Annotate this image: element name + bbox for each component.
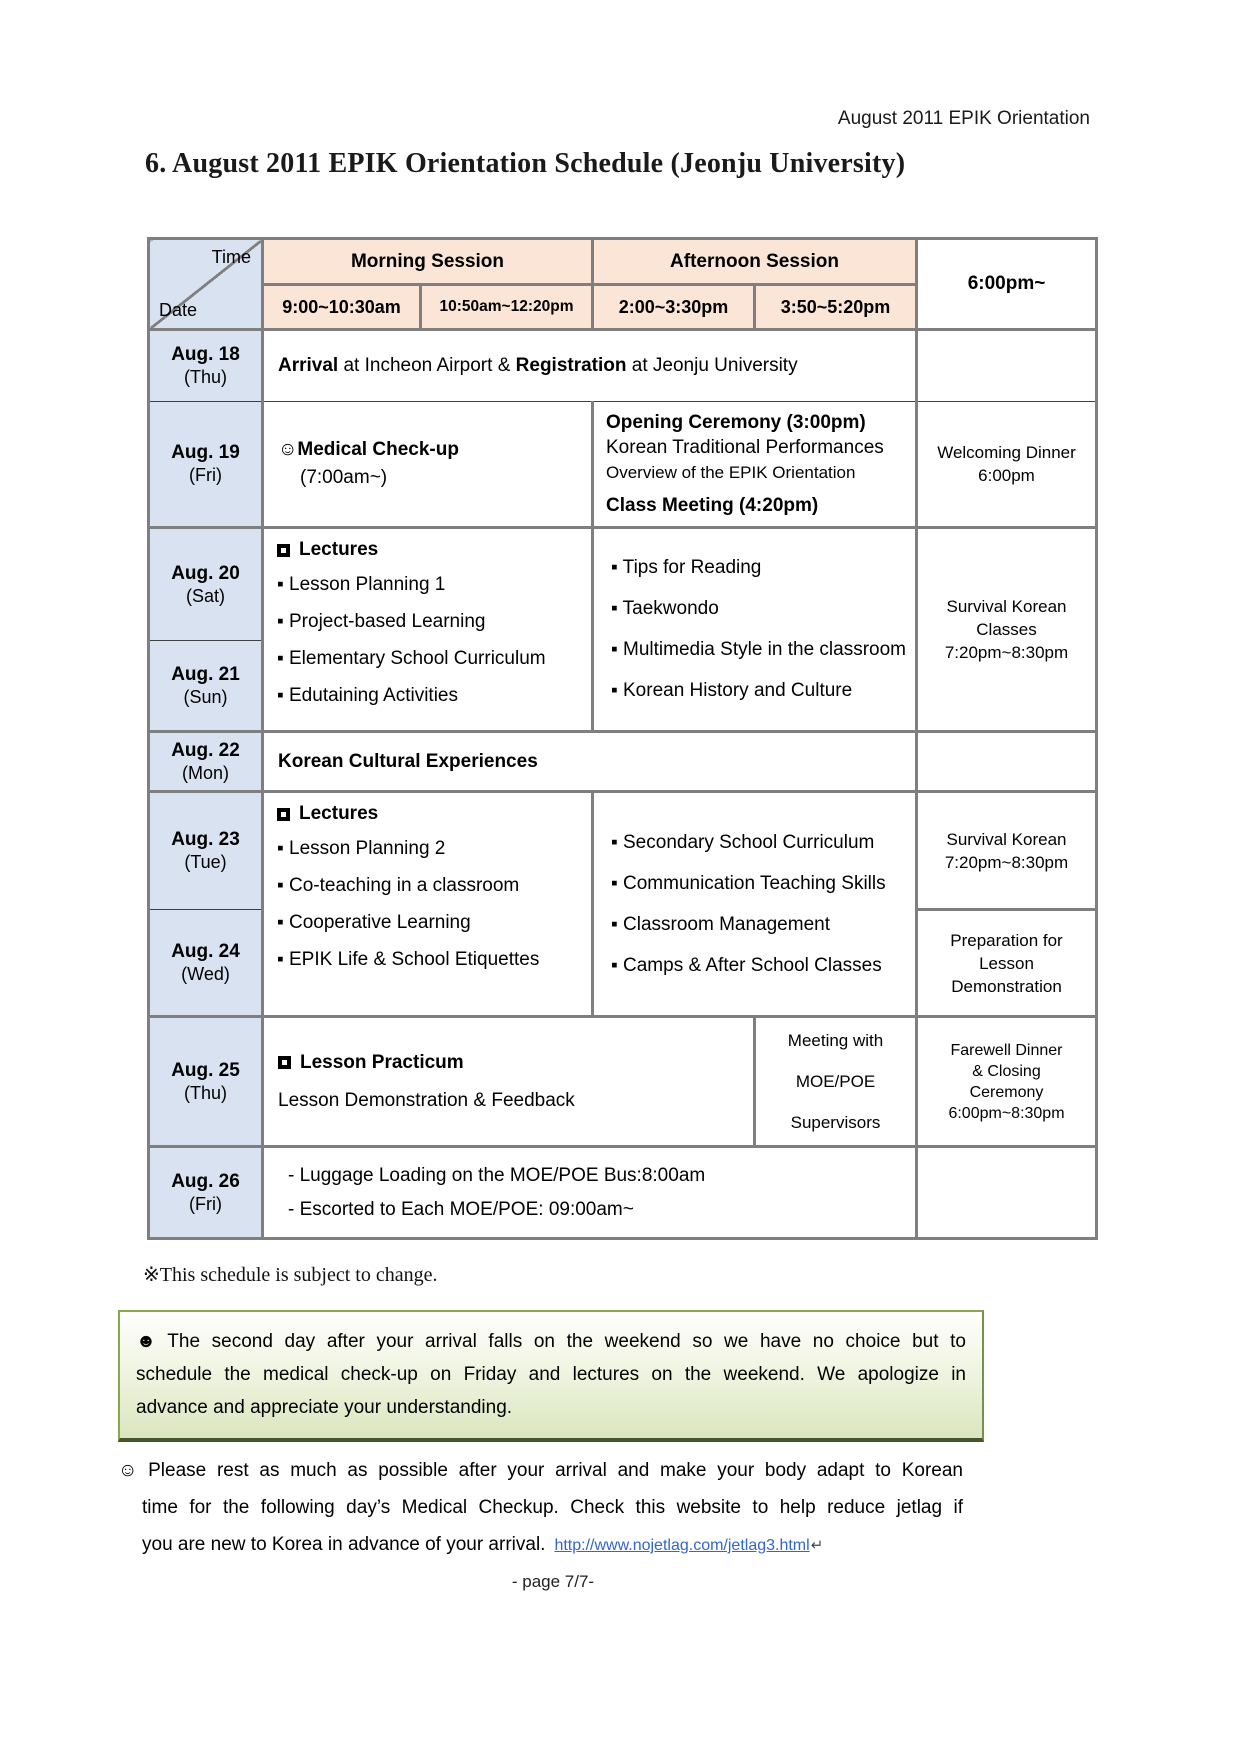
survival-korean-classes: Classes [976,620,1037,639]
time-axis-label: Time [211,247,251,267]
cell-aug26-evening-empty [917,1147,1097,1239]
cell-aug2021-evening [917,528,1097,732]
lecture-item: ▪ Communication Teaching Skills [611,872,886,894]
escorted-to-moe: - Escorted to Each MOE/POE: 09:00am~ [288,1198,634,1220]
cell-aug25-evening [917,1017,1097,1147]
time-slot-2: 10:50am~12:20pm [421,285,593,330]
weekday-text: (Sun) [183,686,228,707]
opening-ceremony: Opening Ceremony (3:00pm) [606,412,866,433]
lesson-prep: Lesson [979,953,1034,973]
welcoming-dinner-time: 6:00pm [978,466,1035,485]
cell-aug2021-morning [263,528,593,732]
cell-aug22-evening-empty [917,732,1097,792]
activity-item: ▪ Tips for Reading [611,557,762,578]
epik-overview: Overview of the EPIK Orientation [606,463,856,482]
survival-korean: Survival Korean [946,597,1067,616]
lesson-prep: Demonstration [951,976,1062,996]
practicum-heading: Lesson Practicum [300,1051,464,1073]
date-cell-aug25 [149,1017,263,1147]
nojetlag-link[interactable]: http://www.nojetlag.com/jetlag3.html [554,1537,810,1554]
farewell-dinner: Farewell Dinner [950,1041,1063,1059]
return-mark: ↵ [810,1537,824,1554]
weekday-text: (Tue) [184,852,227,872]
running-header: August 2011 EPIK Orientation [837,108,1090,129]
weekend-notice-box [118,1310,984,1442]
arrival-text: at Incheon Airport & [338,355,516,376]
lecture-item: ▪ Elementary School Curriculum [277,648,546,669]
lecture-item: ▪ Lesson Planning 2 [277,838,446,859]
date-text: Aug. 19 [171,442,240,463]
lecture-item: ▪ Edutaining Activities [277,685,459,706]
date-cell-aug18 [149,330,263,402]
cell-aug23-evening [917,792,1097,910]
notice-line: ☻ The second day after your arrival falls on the weekend so we have no choice but to [136,1331,966,1352]
farewell-dinner-time: 6:00pm~8:30pm [948,1104,1065,1122]
activity-item: ▪ Multimedia Style in the classroom [611,639,907,660]
cell-aug25-meeting [755,1017,917,1147]
moe-meeting: Meeting with [787,1031,884,1050]
farewell-dinner: & Closing [972,1062,1041,1080]
date-text: Aug. 25 [171,1059,240,1081]
practicum-sub: Lesson Demonstration & Feedback [278,1089,575,1111]
date-text: Aug. 23 [171,829,240,850]
registration-text: at Jeonju University [626,355,798,376]
class-meeting: Class Meeting (4:20pm) [606,495,819,516]
cell-aug2324-afternoon [593,792,917,1017]
lecture-item: ▪ Cooperative Learning [277,912,471,933]
rest-advice-line: you are new to Korea in advance of your arrival. [142,1534,546,1555]
time-slot-4: 3:50~5:20pm [755,285,917,330]
notice-line: advance and appreciate your understanding. [136,1397,513,1418]
survival-korean: Survival Korean [946,829,1067,849]
cell-aug2324-morning [263,792,593,1017]
date-cell-aug23 [149,792,263,910]
cell-aug25-practicum [263,1017,755,1147]
date-cell-aug21 [149,641,263,732]
cell-aug19-morning [263,402,593,528]
lecture-item: ▪ Project-based Learning [277,611,486,632]
practicum-bullet-icon [278,1056,291,1069]
lecture-item: ▪ Classroom Management [611,913,830,935]
medical-checkup-title: ☺Medical Check-up [278,439,459,460]
luggage-loading: - Luggage Loading on the MOE/POE Bus:8:00am [288,1164,706,1186]
date-axis-label: Date [159,300,198,320]
weekday-text: (Mon) [181,762,229,783]
survival-korean-time: 7:20pm~8:30pm [944,643,1069,662]
date-text: Aug. 20 [171,562,240,584]
evening-header: 6:00pm~ [917,239,1097,330]
rest-advice-note [118,1452,963,1564]
schedule-table [147,237,1098,1240]
lecture-item: ▪ Secondary School Curriculum [611,831,875,853]
cell-aug19-evening [917,402,1097,528]
lectures-bullet-icon [277,808,290,821]
date-cell-aug22 [149,732,263,792]
cell-aug22-cultural: Korean Cultural Experiences [263,732,917,792]
moe-meeting: MOE/POE [795,1072,876,1091]
time-slot-1: 9:00~10:30am [263,285,421,330]
date-cell-aug24 [149,910,263,1017]
arrival-bold: Arrival [278,355,339,376]
weekday-text: (Fri) [189,1193,222,1214]
lecture-item: ▪ Lesson Planning 1 [277,574,446,595]
weekday-text: (Fri) [189,465,222,485]
weekday-text: (Thu) [183,367,227,387]
cell-aug2021-afternoon [593,528,917,732]
date-cell-aug20 [149,528,263,641]
page-number: - page 7/7- [511,1572,595,1591]
survival-korean-time: 7:20pm~8:30pm [944,852,1069,872]
welcoming-dinner: Welcoming Dinner [937,443,1076,462]
schedule-change-note: ※This schedule is subject to change. [143,1264,438,1286]
corner-cell [149,239,263,330]
medical-checkup-time: (7:00am~) [300,467,388,488]
traditional-performances: Korean Traditional Performances [606,437,884,458]
date-text: Aug. 21 [171,663,240,685]
afternoon-session-header: Afternoon Session [593,239,917,285]
activity-item: ▪ Taekwondo [611,598,719,619]
schedule-table-container [147,237,1098,1240]
lesson-prep: Preparation for [950,930,1063,950]
lectures-heading: Lectures [299,539,379,560]
lecture-item: ▪ Camps & After School Classes [611,954,882,976]
cell-aug19-afternoon [593,402,917,528]
rest-advice-line: ☺ Please rest as much as possible after your arrival and make your body adapt to Korean [118,1460,963,1481]
rest-advice-line: time for the following day’s Medical Checkup. Check this website to help reduce jetlag if [142,1497,963,1518]
notice-line: schedule the medical check-up on Friday and lectures on the weekend. We apologize in [136,1364,966,1385]
lectures-heading: Lectures [299,803,379,824]
lectures-bullet-icon [277,544,290,557]
date-text: Aug. 22 [171,739,240,761]
registration-bold: Registration [515,355,627,376]
weekday-text: (Wed) [181,963,230,984]
date-text: Aug. 26 [171,1170,240,1192]
cell-aug18-arrival [263,330,917,402]
time-slot-3: 2:00~3:30pm [593,285,755,330]
date-cell-aug19 [149,402,263,528]
lecture-item: ▪ EPIK Life & School Etiquettes [277,949,540,970]
lecture-item: ▪ Co-teaching in a classroom [277,875,520,896]
date-cell-aug26 [149,1147,263,1239]
moe-meeting: Supervisors [790,1113,881,1132]
page-title: 6. August 2011 EPIK Orientation Schedule (Jeonju University) [145,148,906,179]
cell-aug18-evening-empty [917,330,1097,402]
morning-session-header: Morning Session [263,239,593,285]
weekday-text: (Thu) [183,1082,227,1103]
date-text: Aug. 18 [171,344,240,365]
activity-item: ▪ Korean History and Culture [611,680,853,701]
weekday-text: (Sat) [185,585,225,606]
cell-aug26-departure [263,1147,917,1239]
date-text: Aug. 24 [171,940,240,962]
cell-aug24-evening [917,910,1097,1017]
farewell-dinner: Ceremony [969,1083,1044,1101]
